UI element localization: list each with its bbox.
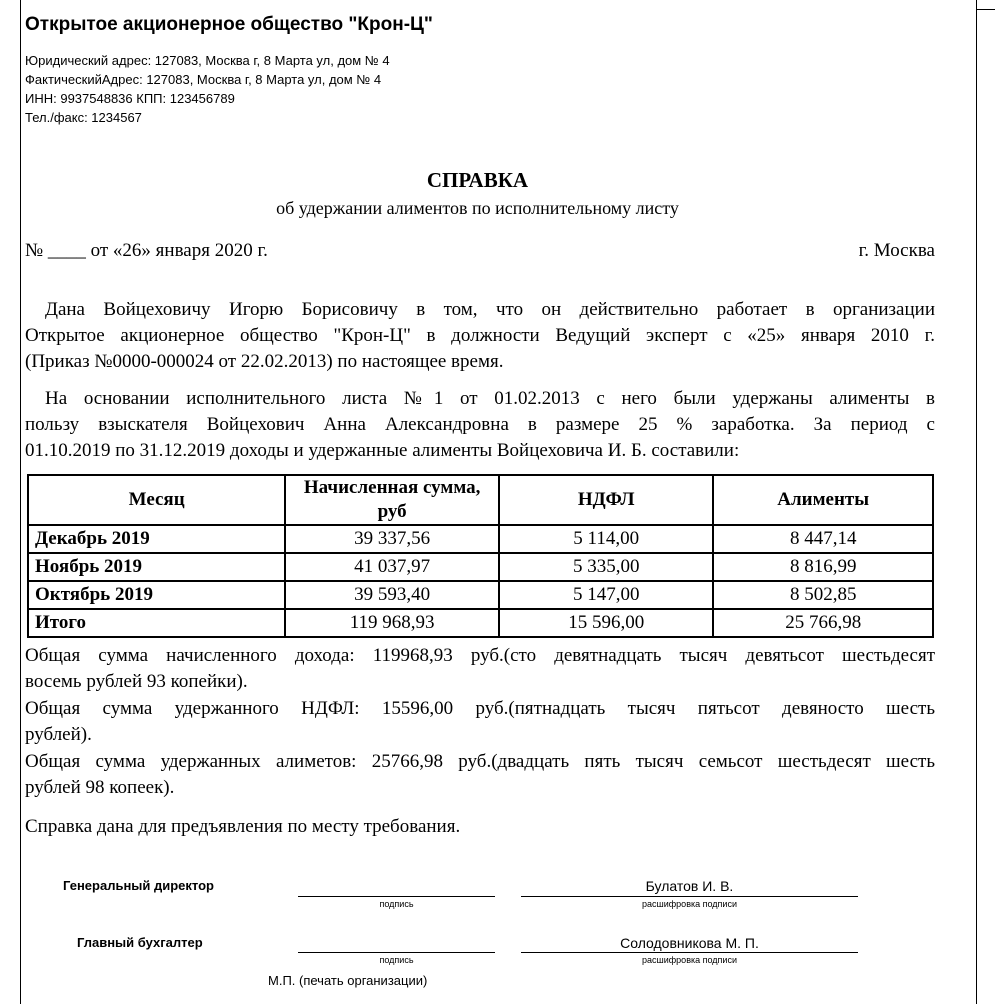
header-month: Месяц	[28, 475, 285, 525]
document-subtitle: об удержании алиментов по исполнительному листу	[276, 198, 679, 218]
table-row	[28, 525, 933, 553]
alimony-table	[27, 474, 934, 638]
accountant-signature-line	[298, 952, 495, 953]
legal-address: Юридический адрес: 127083, Москва г, 8 Марта ул, дом № 4	[25, 53, 390, 68]
document-number-date: № ____ от «26» января 2020 г.	[25, 240, 268, 261]
cell-month: Октябрь 2019	[28, 581, 285, 609]
total-line: рублей 98 копеек).	[25, 777, 175, 798]
table-row	[28, 581, 933, 609]
company-name: Открытое акционерное общество "Крон-Ц"	[25, 14, 433, 35]
total-line: Общая сумма начисленного дохода: 119968,93 руб.(сто девятнадцать тысяч девятьсот шестьдесят	[25, 645, 935, 666]
total-line: восемь рублей 93 копейки).	[25, 671, 248, 692]
paragraph-line: На основании исполнительного листа №1 от 01.02.2013 с него были удержаны алименты в	[45, 388, 935, 409]
cell-alimony: 8 816,99	[713, 553, 933, 581]
cell-ndfl: 5 114,00	[499, 525, 713, 553]
page-border-right	[976, 0, 977, 1004]
document-title: СПРАВКА	[426, 168, 529, 192]
cell-accrued: 39 593,40	[285, 581, 499, 609]
table-total-row	[28, 609, 933, 637]
accountant-signature-caption: подпись	[379, 955, 414, 965]
paragraph-line: Дана Войцеховичу Игорю Борисовичу в том, что он действительно работает в организации	[45, 299, 935, 320]
director-decode-caption: расшифровка подписи	[642, 899, 737, 909]
accountant-decode-caption: расшифровка подписи	[642, 955, 737, 965]
paragraph-line: 01.10.2019 по 31.12.2019 доходы и удержанные алименты Войцеховича И. Б. составили:	[25, 440, 740, 461]
total-ndfl	[25, 696, 935, 748]
paragraph-employment	[25, 297, 935, 375]
header-ndfl: НДФЛ	[499, 475, 713, 525]
cell-accrued: 39 337,56	[285, 525, 499, 553]
header-alimony: Алименты	[713, 475, 933, 525]
director-decode-line	[521, 896, 858, 897]
paragraph-alimony	[25, 386, 935, 464]
total-line: Общая сумма удержанного НДФЛ: 15596,00 руб.(пятнадцать тысяч пятьсот девяносто шесть	[25, 698, 935, 719]
cell-alimony: 25 766,98	[713, 609, 933, 637]
director-name: Булатов И. В.	[645, 878, 734, 894]
director-label: Генеральный директор	[63, 878, 214, 893]
total-income	[25, 643, 935, 695]
cell-ndfl: 5 147,00	[499, 581, 713, 609]
total-line: рублей).	[25, 724, 92, 745]
cell-alimony: 8 502,85	[713, 581, 933, 609]
paragraph-line: пользу взыскателя Войцехович Анна Александровна в размере 25 % заработка. За период с	[25, 414, 935, 435]
header-accrued: Начисленная сумма, руб	[285, 475, 499, 525]
paragraph-line: Открытое акционерное общество "Крон-Ц" в должности Ведущий эксперт с «25» января 2010 г.	[25, 325, 935, 346]
total-line: Общая сумма удержанных алиметов: 25766,98 руб.(двадцать пять тысяч семьсот шестьдесят шесть	[25, 751, 935, 772]
total-alimony	[25, 749, 935, 801]
cell-accrued: 119 968,93	[285, 609, 499, 637]
director-signature-line	[298, 896, 495, 897]
table-row	[28, 553, 933, 581]
paragraph-line: (Приказ №0000-000024 от 22.02.2013) по настоящее время.	[25, 351, 504, 372]
seal-placeholder: М.П. (печать организации)	[268, 973, 428, 988]
table-header-row	[28, 475, 933, 525]
actual-address: ФактическийАдрес: 127083, Москва г, 8 Марта ул, дом № 4	[25, 72, 382, 87]
document-city: г. Москва	[858, 240, 935, 261]
inn-kpp: ИНН: 9937548836 КПП: 123456789	[25, 91, 235, 106]
accountant-name: Солодовникова М. П.	[620, 935, 759, 951]
accountant-decode-line	[521, 952, 858, 953]
phone-fax: Тел./факс: 1234567	[25, 110, 142, 125]
cell-alimony: 8 447,14	[713, 525, 933, 553]
cell-ndfl: 15 596,00	[499, 609, 713, 637]
cell-month: Итого	[28, 609, 285, 637]
cell-ndfl: 5 335,00	[499, 553, 713, 581]
page-border-left	[20, 0, 21, 1004]
page-border-top-right	[976, 9, 995, 10]
purpose-statement: Справка дана для предъявления по месту требования.	[25, 816, 461, 837]
cell-month: Ноябрь 2019	[28, 553, 285, 581]
director-signature-caption: подпись	[379, 899, 414, 909]
cell-accrued: 41 037,97	[285, 553, 499, 581]
cell-month: Декабрь 2019	[28, 525, 285, 553]
accountant-label: Главный бухгалтер	[77, 935, 203, 950]
